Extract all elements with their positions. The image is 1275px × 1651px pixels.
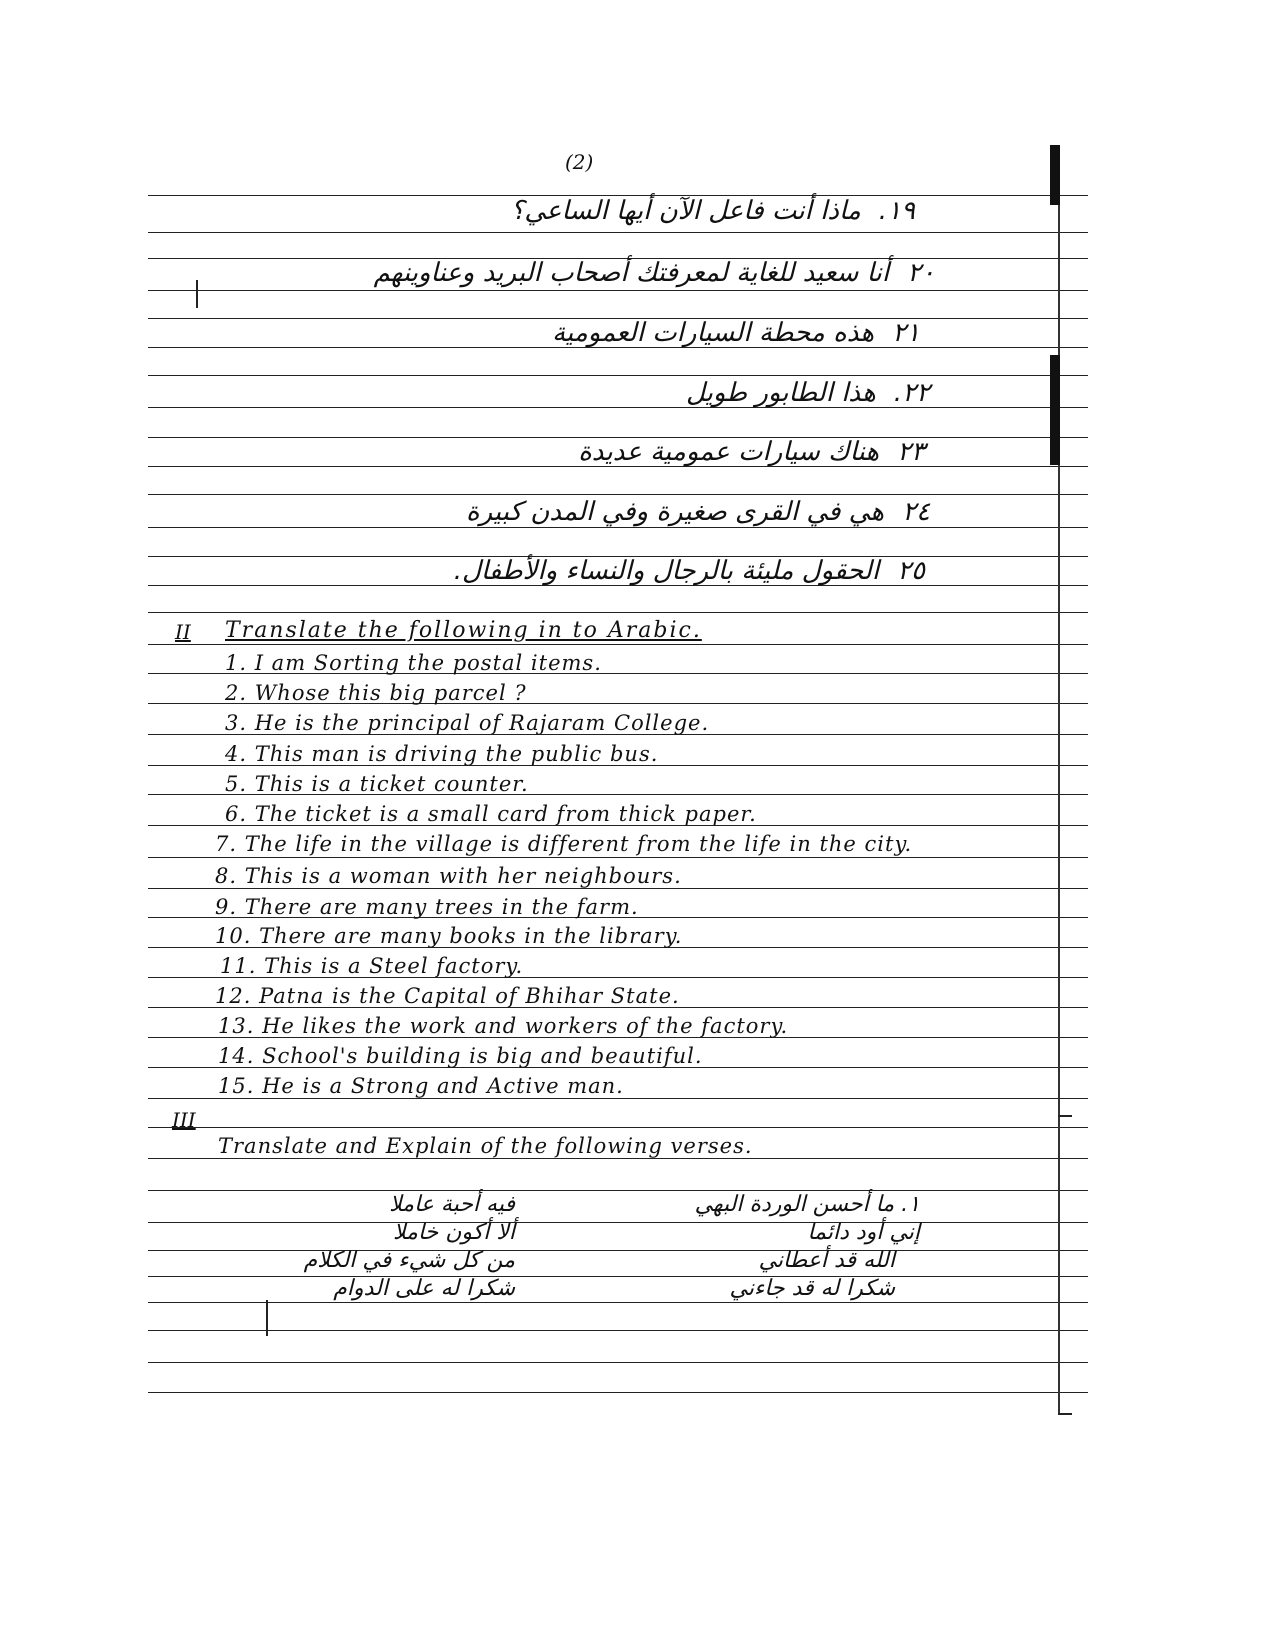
translation-item: 4. This man is driving the public bus.: [225, 742, 659, 766]
ruled-line: [148, 1392, 1088, 1393]
ruled-line: [148, 527, 1088, 528]
sentence-text: أنا سعيد للغاية لمعرفتك أصحاب البريد وعناوينهم: [373, 258, 890, 288]
margin-line: [1058, 205, 1060, 355]
verse-line-left: فيه أحبة عاملا: [389, 1192, 515, 1217]
ruled-line: [148, 1190, 1088, 1191]
translation-item: 12. Patna is the Capital of Bhihar State.: [215, 984, 680, 1008]
translation-item: 14. School's building is big and beautiful.: [218, 1044, 703, 1068]
arabic-sentence: [454, 556, 925, 586]
translation-item: 5. This is a ticket counter.: [225, 772, 529, 796]
translation-item: 10. There are many books in the library.: [215, 924, 683, 948]
arabic-sentence: [552, 318, 920, 348]
sentence-number: ٢٤: [902, 497, 930, 527]
ruled-line: [148, 1330, 1088, 1331]
sentence-number: ١٩.: [878, 196, 915, 226]
ruled-line: [148, 407, 1088, 408]
margin-bar: [1050, 355, 1060, 465]
margin-tick: [1058, 1115, 1072, 1117]
ruled-line: [148, 644, 1088, 645]
ruled-line: [148, 1362, 1088, 1363]
sentence-number: ٢٥: [897, 556, 925, 586]
sentence-text: هناك سيارات عمومية عديدة: [578, 437, 880, 467]
section-two-heading: Translate the following in to Arabic.: [225, 618, 702, 643]
ruled-line: [148, 612, 1088, 613]
translation-item: 13. He likes the work and workers of the factory.: [218, 1014, 789, 1038]
page-number: (2): [565, 150, 594, 174]
ruled-line: [148, 290, 1088, 291]
ruled-line: [148, 857, 1088, 858]
section-two-numeral: II: [175, 620, 191, 644]
verse-line-right: شكرا له قد جاءني: [729, 1276, 895, 1301]
ruled-line: [148, 1158, 1088, 1159]
translation-item: 7. The life in the village is different from the life in the city.: [215, 832, 913, 856]
sentence-number: ٢٢.: [893, 378, 930, 408]
ruled-line: [148, 1098, 1088, 1099]
arabic-sentence: [466, 497, 930, 527]
section-three-heading: Translate and Explain of the following verses.: [218, 1134, 753, 1158]
verse-line-left: ألا أكون خاملا: [393, 1220, 515, 1245]
ruled-line: [148, 1250, 1088, 1251]
sentence-text: هذا الطابور طويل: [686, 378, 876, 408]
margin-tick: [1058, 1413, 1072, 1415]
arabic-sentence: [578, 437, 925, 467]
sentence-text: هي في القرى صغيرة وفي المدن كبيرة: [465, 497, 885, 527]
verse-line-right: الله قد أعطاني: [758, 1248, 895, 1273]
ruled-line: [148, 1276, 1088, 1277]
sentence-number: ٢٣: [897, 437, 925, 467]
ruled-line: [148, 888, 1088, 889]
margin-line: [1058, 465, 1060, 1415]
ruled-line: [148, 1302, 1088, 1303]
margin-bar: [1050, 145, 1060, 205]
verse-line-left: شكرا له على الدوام: [333, 1276, 515, 1301]
arabic-sentence: [511, 196, 915, 226]
pen-stroke: [196, 280, 198, 308]
translation-item: 8. This is a woman with her neighbours.: [215, 864, 682, 888]
translation-item: 1. I am Sorting the postal items.: [225, 651, 602, 675]
sentence-text: ماذا أنت فاعل الآن أيها الساعي؟: [510, 196, 861, 226]
verse-line-left: من كل شيء في الكلام: [303, 1248, 515, 1273]
translation-item: 2. Whose this big parcel ?: [225, 681, 527, 705]
translation-item: 9. There are many trees in the farm.: [215, 895, 639, 919]
sentence-text: الحقول مليئة بالرجال والنساء والأطفال.: [453, 556, 880, 586]
ruled-line: [148, 232, 1088, 233]
translation-item: 11. This is a Steel factory.: [220, 954, 524, 978]
translation-item: 6. The ticket is a small card from thick paper.: [225, 802, 757, 826]
ruled-line: [148, 1127, 1088, 1128]
verse-line-right: ١. ما أحسن الوردة البهي: [694, 1192, 920, 1217]
pen-stroke: [266, 1300, 268, 1336]
translation-item: 3. He is the principal of Rajaram College.: [225, 711, 710, 735]
sentence-text: هذه محطة السيارات العمومية: [552, 318, 875, 348]
sentence-number: ٢١: [892, 318, 920, 348]
section-three-numeral: III: [172, 1108, 196, 1132]
arabic-sentence: [374, 258, 935, 288]
ruled-line: [148, 375, 1088, 376]
translation-item: 15. He is a Strong and Active man.: [218, 1074, 624, 1098]
ruled-line: [148, 1222, 1088, 1223]
verse-line-right: إني أود دائما: [807, 1220, 920, 1245]
sentence-number: ٢٠: [907, 258, 935, 288]
ruled-line: [148, 494, 1088, 495]
arabic-sentence: [686, 378, 930, 408]
